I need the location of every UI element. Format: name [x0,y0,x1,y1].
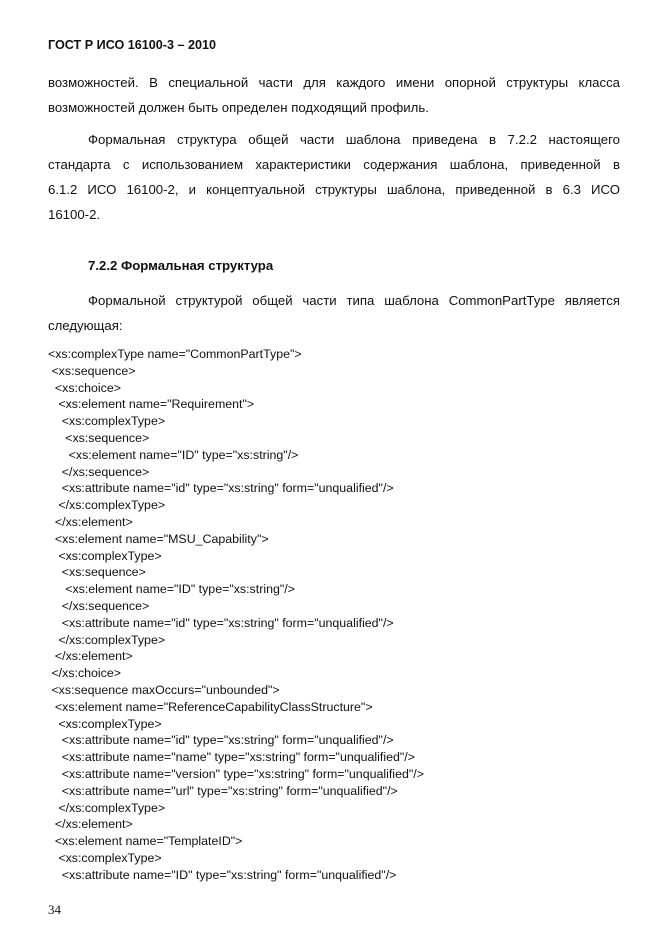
paragraph-3-line: следующая: [48,318,123,333]
xml-code-block [48,346,424,884]
code-line: </xs:element> [48,649,133,664]
paragraph-3 [48,288,620,338]
document-header: ГОСТ Р ИСО 16100-3 – 2010 [48,38,217,52]
code-line: <xs:complexType> [48,414,166,429]
code-line: </xs:choice> [48,666,122,681]
code-line: <xs:attribute name="id" type="xs:string" form="unqualified"/> [48,481,394,496]
code-line: <xs:sequence> [48,363,136,378]
paragraph-2 [48,127,620,227]
code-line: <xs:element name="ID" type="xs:string"/> [48,447,299,462]
code-line: <xs:element name="ReferenceCapabilityClassStructure"> [48,699,373,714]
paragraph-1-line: возможностей. В специальной части для каждого имени опорной структуры класса [48,75,620,90]
code-line: <xs:attribute name="id" type="xs:string" form="unqualified"/> [48,615,394,630]
code-line: <xs:sequence> [48,430,150,445]
code-line: <xs:element name="TemplateID"> [48,834,243,849]
code-line: </xs:sequence> [48,464,150,479]
section-heading: 7.2.2 Формальная структура [88,258,274,273]
paragraph-2-line: Формальная структура общей части шаблона приведена в 7.2.2 настоящего [88,132,620,147]
code-line: </xs:complexType> [48,498,166,513]
code-line: <xs:sequence> [48,565,146,580]
page-number: 34 [48,902,61,917]
paragraph-2-line: стандарта с использованием характеристики содержания шаблона, приведенной в [48,157,620,172]
code-line: <xs:element name="Requirement"> [48,397,255,412]
code-line: <xs:complexType> [48,716,162,731]
code-line: <xs:attribute name="version" type="xs:string" form="unqualified"/> [48,766,424,781]
code-line: </xs:complexType> [48,800,166,815]
code-line: <xs:attribute name="name" type="xs:string" form="unqualified"/> [48,750,415,765]
code-line: </xs:element> [48,514,133,529]
paragraph-1 [48,70,620,120]
code-line: <xs:element name="ID" type="xs:string"/> [48,582,295,597]
paragraph-1-line: возможностей должен быть определен подходящий профиль. [48,100,429,115]
paragraph-2-line: 16100-2. [48,207,101,222]
code-line: </xs:element> [48,817,133,832]
paragraph-2-line: 6.1.2 ИСО 16100-2, и концептуальной структуры шаблона, приведенной в 6.3 ИСО [48,182,620,197]
paragraph-3-line: Формальной структурой общей части типа шаблона CommonPartType является [88,293,620,308]
code-line: <xs:choice> [48,380,122,395]
code-line: <xs:element name="MSU_Capability"> [48,531,269,546]
code-line: <xs:sequence maxOccurs="unbounded"> [48,682,280,697]
code-line: </xs:sequence> [48,598,150,613]
code-line: <xs:complexType name="CommonPartType"> [48,347,302,361]
code-line: </xs:complexType> [48,632,166,647]
code-line: <xs:complexType> [48,548,162,563]
code-line: <xs:complexType> [48,850,162,865]
code-line: <xs:attribute name="id" type="xs:string" form="unqualified"/> [48,733,394,748]
code-line: <xs:attribute name="url" type="xs:string" form="unqualified"/> [48,783,398,798]
code-line: <xs:attribute name="ID" type="xs:string" form="unqualified"/> [48,867,397,882]
